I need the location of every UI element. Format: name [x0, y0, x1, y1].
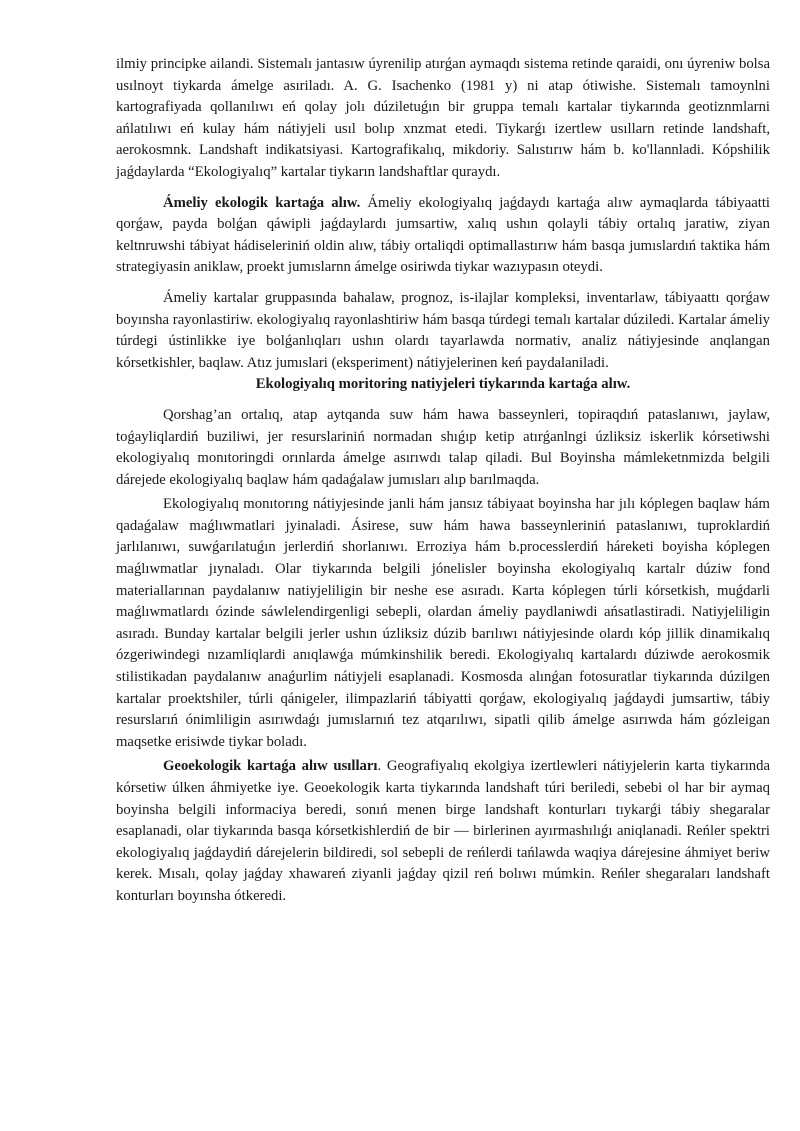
paragraph-applied-maps-group: Ámeliy kartalar gruppasında bahalaw, prognoz, is-ilajlar kompleksi, inventarlaw, tábiyaattı qorǵaw boyınsha rayonlastiriw. ekologiyalıq rayonlashtiriw hám basqa túrdegi temalı kartalar dúziledi. Kartalar ámeliy túrdegi ústinlikke iye bolǵanlıqları ushın olardı tayarlawda normativ, analiz nátiyjesinde anqlangan kórsetkishler, baqlaw. Atız jumıslari (eksperiment) nátiyjelerinen keń paydalaniladi.	[116, 289, 770, 371]
paragraph-geoecologic-methods-body: . Geografiyalıq ekolgiya izertlewleri nátiyjelerin karta tiykarında kórsetiw úlken áhmiyetke iye. Geoekologik karta tiykarında landshaft túri beriledi, sebebi ol har bir aymaq boyinsha belgili informaciya beredi, sonıń menen birge landshaft konturları tıykarǵi tábiy shegaralar esaplanadi, olar tiykarında basqa kórsetkishlerdiń de bir — birlerinen ayırmashılıǵı aniqlanadi. Reńler spektri ekologiyalıq jaǵdaydiń dárejelerin bildiredi, sol sebepli de reńlerdi tańlawda waqiya dárejesine áhmiyet beriw kerek. Mısalı, qolay jaǵday xhawareń ziyanli jaǵday qizil reń bolıwı múmkin. Reńler shegaraları landshaft konturları boyınsha ótkeredi.	[116, 758, 770, 904]
paragraph-geoecologic-methods	[116, 756, 770, 907]
section-heading-monitoring: Ekologiyalıq moritoring natiyjeleri tiykarında kartaǵa alıw.	[255, 376, 631, 393]
paragraph-systems-approach: ilmiy principke ailandi. Sistemalı jantasıw úyrenilip atırǵan aymaqdı sistema retinde qaraidi, onı úyreniw bolsa usılnoyt tiykarda ámelge asıriladı. A. G. Isachenko (1981 y) ni atap ótiwishe. Sistemalı tamoynlni kartografiyada qollanılıwı eń qolay jolı dúziletuǵın bir gruppa temalı kartalar tiykarında geotiznmlarni ańlatılıwı eń kulay hám nátiyjeli usıl bolıp xnzmat etedi. Tiykarǵı izertlew usıllarn retinde landshaft, aerokosmnk. Landshaft indikatsiyasi. Kartografikalıq, mikdoriy. Salıstırıw hám b. ko'llannladi. Kópshilik jaǵdaylarda “Ekologiyalıq” kartalar tiykarın landshaftlar quraydı.	[116, 56, 770, 180]
paragraph-applied-mapping-body: Ámeliy ekologiyalıq jaǵdaydı kartaǵa alıw aymaqlarda tábiyaatti qorǵaw, payda bolǵan qáwipli jaǵdaylardı jumsartiw, xalıq ushın qolayli tábiy ortalıq jaratiw, ziyan keltnruwshi tábiyat hádiseleriniń oldin alıw, tábiy ortaliqdi optimallastırıw hám basqa jumıslardıń taktika hám strategiyasin aniklaw, proekt jumıslarnn ámelge osiriwda tiykar wazıypasın oteydi.	[116, 194, 770, 276]
paragraph-monitoring-results: Ekologiyalıq monıtorıng nátiyjesinde janli hám jansız tábiyaat boyinsha har jılı kóplegen baqlaw hám qadaǵalaw maǵlıwmatlari jyinaladi. Ásirese, suw hám hawa basseynleriniń pataslanıwı, tuproklardiń jarlılanıwı, suwǵarılatuǵın jerlerdiń shorlanıwı. Erroziya hám b.processlerdiń háreketi boyisha kóplegen maǵlıwmatlar jıynaladı. Olar tiykarında belgili jónelisler boyinsha ekologiyalıq kartalr dúziw fond materiallarınan paydalanıw natiyjeliligin bir neshe ese asıradı. Karta kóplegen túrli kórsetkish, muǵdarli maǵlıwmatlardı ózinde sáwlelendirgenligi sebepli, olardan ámeliy paydlaniwdi ańsatlastiradi. Natiyjeliligin asıradı. Bunday kartalar belgili jerler ushın úzliksiz dúzib barılıwı nátiyjesinde olardı kóp jillik dinamikalıq ózgeriwindegi nızamliqlardi anıqlawǵa múmkinshilik beredi. Ekologiyalıq kartalardı dúziwde aerokosmik stilistikadan paydalanıw anaǵurlim nátiyjeli esaplanadi. Kosmosda alınǵan fotosuratlar tiykarında dúzilgen kartalar proektshiler, túrli qánigeler, ilimpazlariń tábiyatti qorǵaw, ekologiyalıq jaǵdaydi jumsartiw, tábiy resurslarıń ónimliligin asırıwdaǵı jumıslarnıń tez atqarılıwı, sipatli qilib ámelge asırıwda hám gózleigan maqsetke erisiwde tiykar boladı.	[116, 496, 770, 750]
paragraph-environment: Qorshag’an ortalıq, atap aytqanda suw hám hawa basseynleri, topiraqdıń pataslanıwı, jaylaw, toǵayliqlardiń buziliwi, jer resurslariniń normadan shıǵıp ketip atırǵanlngi úzliksiz iskerlik kórsetiwshi ekologiyalıq monıtoringdi orınlarda ámelge asırıwdı talap qiladi. Bul Boyinsha mámleketnmizda belgili dárejede ekologiyalıq baqlaw hám qadaǵalaw jumısları alıp barılmaqda.	[116, 406, 770, 488]
section-title-geoecologic-methods: Geoekologik kartaǵa alıw usılları	[163, 758, 378, 775]
section-title-applied-mapping: Ámeliy ekologik kartaǵa alıw.	[163, 194, 361, 211]
document-page	[116, 54, 770, 908]
paragraph-applied-mapping	[116, 193, 770, 279]
